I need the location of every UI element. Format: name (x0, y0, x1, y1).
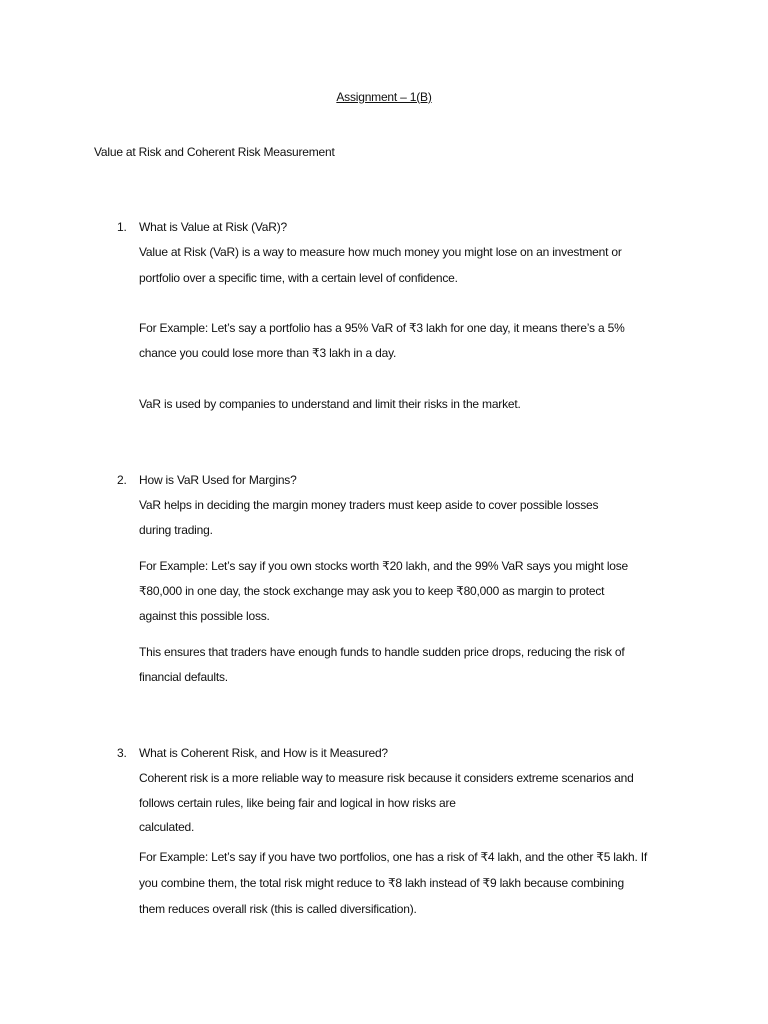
section-heading: How is VaR Used for Margins? (139, 473, 297, 487)
paragraph-line: For Example: Let’s say if you own stocks worth ₹20 lakh, and the 99% VaR says you might lose (139, 559, 629, 573)
paragraph-line: VaR is used by companies to understand and limit their risks in the market. (139, 397, 521, 411)
paragraph-line: during trading. (139, 523, 213, 537)
paragraph-line: ₹80,000 in one day, the stock exchange may ask you to keep ₹80,000 as margin to protect (139, 584, 605, 598)
section-number: 1. (117, 220, 127, 234)
paragraph-line: Coherent risk is a more reliable way to measure risk because it considers extreme scenarios and (139, 771, 634, 785)
paragraph-line: follows certain rules, like being fair and logical in how risks are (139, 796, 456, 810)
section-number: 3. (117, 746, 127, 760)
paragraph-line: portfolio over a specific time, with a certain level of confidence. (139, 271, 458, 285)
section-heading: What is Value at Risk (VaR)? (139, 220, 288, 234)
document-subtitle: Value at Risk and Coherent Risk Measurement (94, 145, 335, 159)
paragraph-line: chance you could lose more than ₹3 lakh in a day. (139, 346, 397, 360)
paragraph-line: calculated. (139, 820, 195, 834)
section-heading: What is Coherent Risk, and How is it Measured? (139, 746, 388, 760)
paragraph-line: them reduces overall risk (this is called diversification). (139, 902, 417, 916)
section-number: 2. (117, 473, 127, 487)
paragraph-line: For Example: Let’s say a portfolio has a 95% VaR of ₹3 lakh for one day, it means there’s a 5% (139, 321, 625, 335)
paragraph-line: you combine them, the total risk might reduce to ₹8 lakh instead of ₹9 lakh because combining (139, 876, 624, 890)
paragraph-line: financial defaults. (139, 670, 228, 684)
paragraph-line: This ensures that traders have enough funds to handle sudden price drops, reducing the risk of (139, 645, 625, 659)
paragraph-line: Value at Risk (VaR) is a way to measure how much money you might lose on an investment or (139, 245, 622, 259)
paragraph-line: For Example: Let’s say if you have two portfolios, one has a risk of ₹4 lakh, and the other ₹5 lakh. If (139, 850, 648, 864)
paragraph-line: VaR helps in deciding the margin money traders must keep aside to cover possible losses (139, 498, 599, 512)
paragraph-line: against this possible loss. (139, 609, 270, 623)
document-title: Assignment – 1(B) (336, 90, 432, 104)
